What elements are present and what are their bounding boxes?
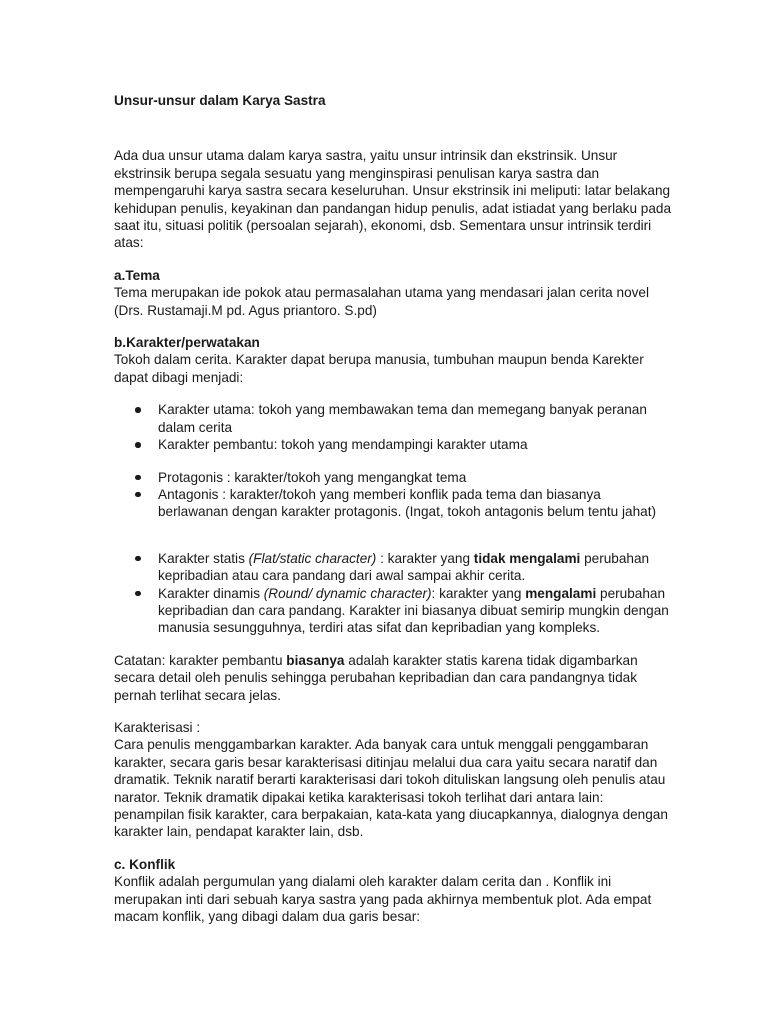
statis-italic: (Flat/static character) <box>248 550 377 566</box>
dinamis-post: perubahan kepribadian dan cara pandang. Karakter ini biasanya dibuat semirip mungkin dengan manusia sesungguhnya, terdiri atas sifat dan kepribadian yang kompleks. <box>158 585 669 636</box>
list-item: Karakter utama: tokoh yang membawakan tema dan memegang banyak peranan dalam cerita <box>114 401 674 436</box>
catatan-bold: biasanya <box>286 652 345 668</box>
list-item: Protagonis : karakter/tokoh yang mengangkat tema <box>114 469 674 486</box>
dinamis-bold: mengalami <box>525 585 597 601</box>
list-item: Karakter pembantu: tokoh yang mendampingi karakter utama <box>114 436 674 453</box>
konflik-paragraph: Konflik adalah pergumulan yang dialami oleh karakter dalam cerita dan . Konflik ini merupakan inti dari sebuah karya sastra yang pada akhirnya membentuk plot. Ada empat macam konflik, yang dibagi dalam dua garis besar: <box>114 874 652 925</box>
statis-mid: : karakter yang <box>376 550 474 566</box>
dinamis-italic: (Round/ dynamic character) <box>263 585 432 601</box>
statis-post: perubahan kepribadian atau cara pandang dari awal sampai akhir cerita. <box>158 550 650 584</box>
section-heading-tema: a.Tema <box>114 267 160 283</box>
intro-paragraph: Ada dua unsur utama dalam karya sastra, yaitu unsur intrinsik dan ekstrinsik. Unsur ekstrinsik berupa segala sesuatu yang menginspirasi penulisan karya sastra dan mempengaruhi karya sastra secara keseluruhan. Unsur ekstrinsik ini meliputi: latar belakang kehidupan penulis, keyakinan dan pandangan hidup penulis, adat istiadat yang berlaku pada saat itu, situasi politik (persoalan sejarah), ekonomi, dsb. Sementara unsur intrinsik terdiri atas: <box>114 148 672 251</box>
document-title: Unsur-unsur dalam Karya Sastra <box>114 93 326 108</box>
karakter-paragraph: Tokoh dalam cerita. Karakter dapat berupa manusia, tumbuhan maupun benda Karekter dapat dibagi menjadi: <box>114 352 644 385</box>
karakter-list-statis <box>114 550 674 637</box>
tema-paragraph: Tema merupakan ide pokok atau permasalahan utama yang mendasari jalan cerita novel (Drs. Rustamaji.M pd. Agus priantoro. S.pd) <box>114 285 650 318</box>
karakterisasi-label: Karakterisasi : <box>114 719 201 735</box>
list-item-statis <box>114 550 674 585</box>
dinamis-mid: : karakter yang <box>431 585 526 601</box>
document-page <box>114 92 674 925</box>
catatan-paragraph <box>114 652 674 704</box>
karakter-list-utama <box>114 401 674 453</box>
dinamis-pre: Karakter dinamis <box>158 585 264 601</box>
karakterisasi-paragraph: Cara penulis menggambarkan karakter. Ada banyak cara untuk menggali penggambaran karakter, secara garis besar karakterisasi ditinjau melalui dua cara yaitu secara naratif dan dramatik. Teknik naratif berarti karakterisasi dari tokoh dituliskan langsung oleh penulis atau narator. Teknik dramatik dipakai ketika karakterisasi tokoh terlihat dari antara lain: penampilan fisik karakter, cara berpakaian, kata-kata yang diucapkannya, dialognya dengan karakter lain, pendapat karakter lain, dsb. <box>114 737 668 840</box>
section-heading-karakter: b.Karakter/perwatakan <box>114 335 260 351</box>
statis-bold: tidak mengalami <box>473 550 581 566</box>
karakter-list-protagonis <box>114 469 674 521</box>
catatan-post: adalah karakter statis karena tidak digambarkan secara detail oleh penulis sehingga perubahan kepribadian dan cara pandangnya tidak pernah terlihat secara jelas. <box>114 652 638 703</box>
section-heading-konflik: c. Konflik <box>114 856 176 872</box>
list-item-dinamis <box>114 585 674 637</box>
catatan-pre: Catatan: karakter pembantu <box>114 652 287 668</box>
list-item: Antagonis : karakter/tokoh yang memberi konflik pada tema dan biasanya berlawanan dengan karakter protagonis. (Ingat, tokoh antagonis belum tentu jahat) <box>114 486 674 521</box>
statis-pre: Karakter statis <box>158 550 249 566</box>
